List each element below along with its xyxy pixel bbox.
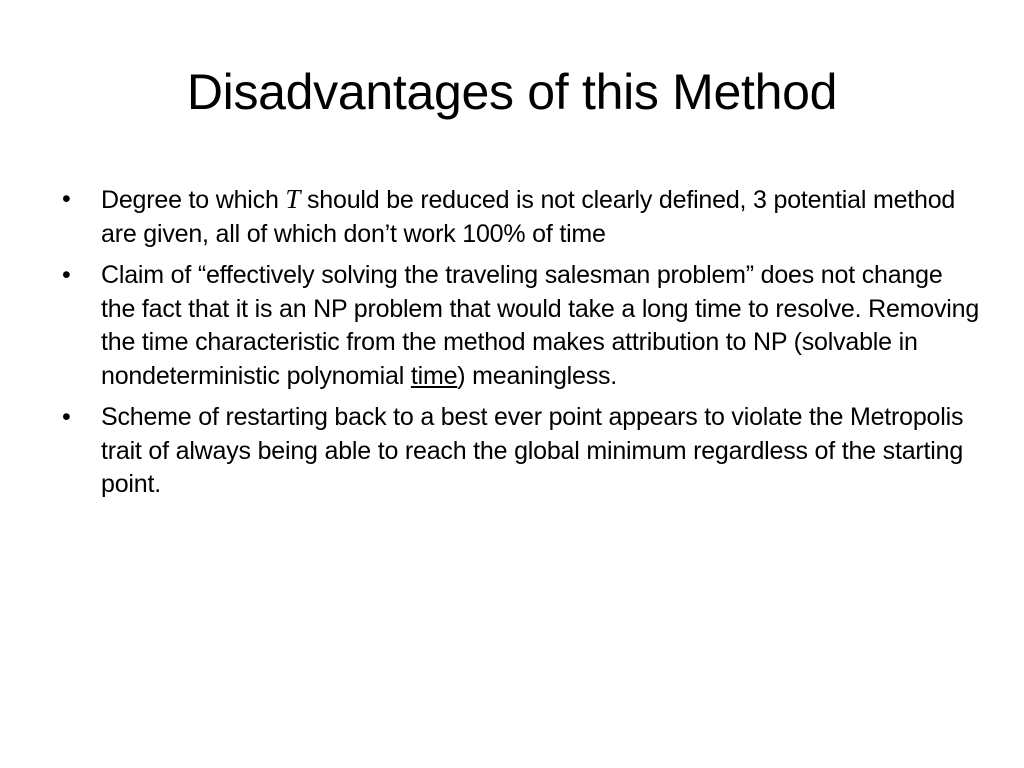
bullet-item-3 <box>60 401 980 502</box>
bullet-list <box>60 183 980 510</box>
bullet-marker: • <box>62 185 71 213</box>
bullet-2-text-start: Claim of “effectively solving the traveling salesman problem” does not change the fact that it is an NP problem that would take a long time to resolve. Removing the time characteristic from the method makes attribution to NP (solvable in nondeterministic polynomial <box>101 261 980 390</box>
bullet-marker: • <box>62 261 71 289</box>
bullet-marker: • <box>62 403 71 431</box>
bullet-1-prefix: Degree to which <box>101 186 286 214</box>
slide-title: Disadvantages of this Method <box>186 64 838 120</box>
bullet-2-text-end: ) meaningless. <box>457 361 618 390</box>
bullet-3-text: Scheme of restarting back to a best ever point appears to violate the Metropolis trait of always being able to reach the global minimum regardless of the starting point. <box>101 403 964 498</box>
underlined-word-time: time <box>410 361 458 390</box>
math-variable-t: T <box>285 184 301 214</box>
bullet-item-2 <box>60 259 980 393</box>
bullet-item-1 <box>60 183 980 251</box>
bullet-1-suffix: should be reduced is not clearly defined, 3 potential method are given, all of which don’t work 100% of time <box>101 186 956 248</box>
